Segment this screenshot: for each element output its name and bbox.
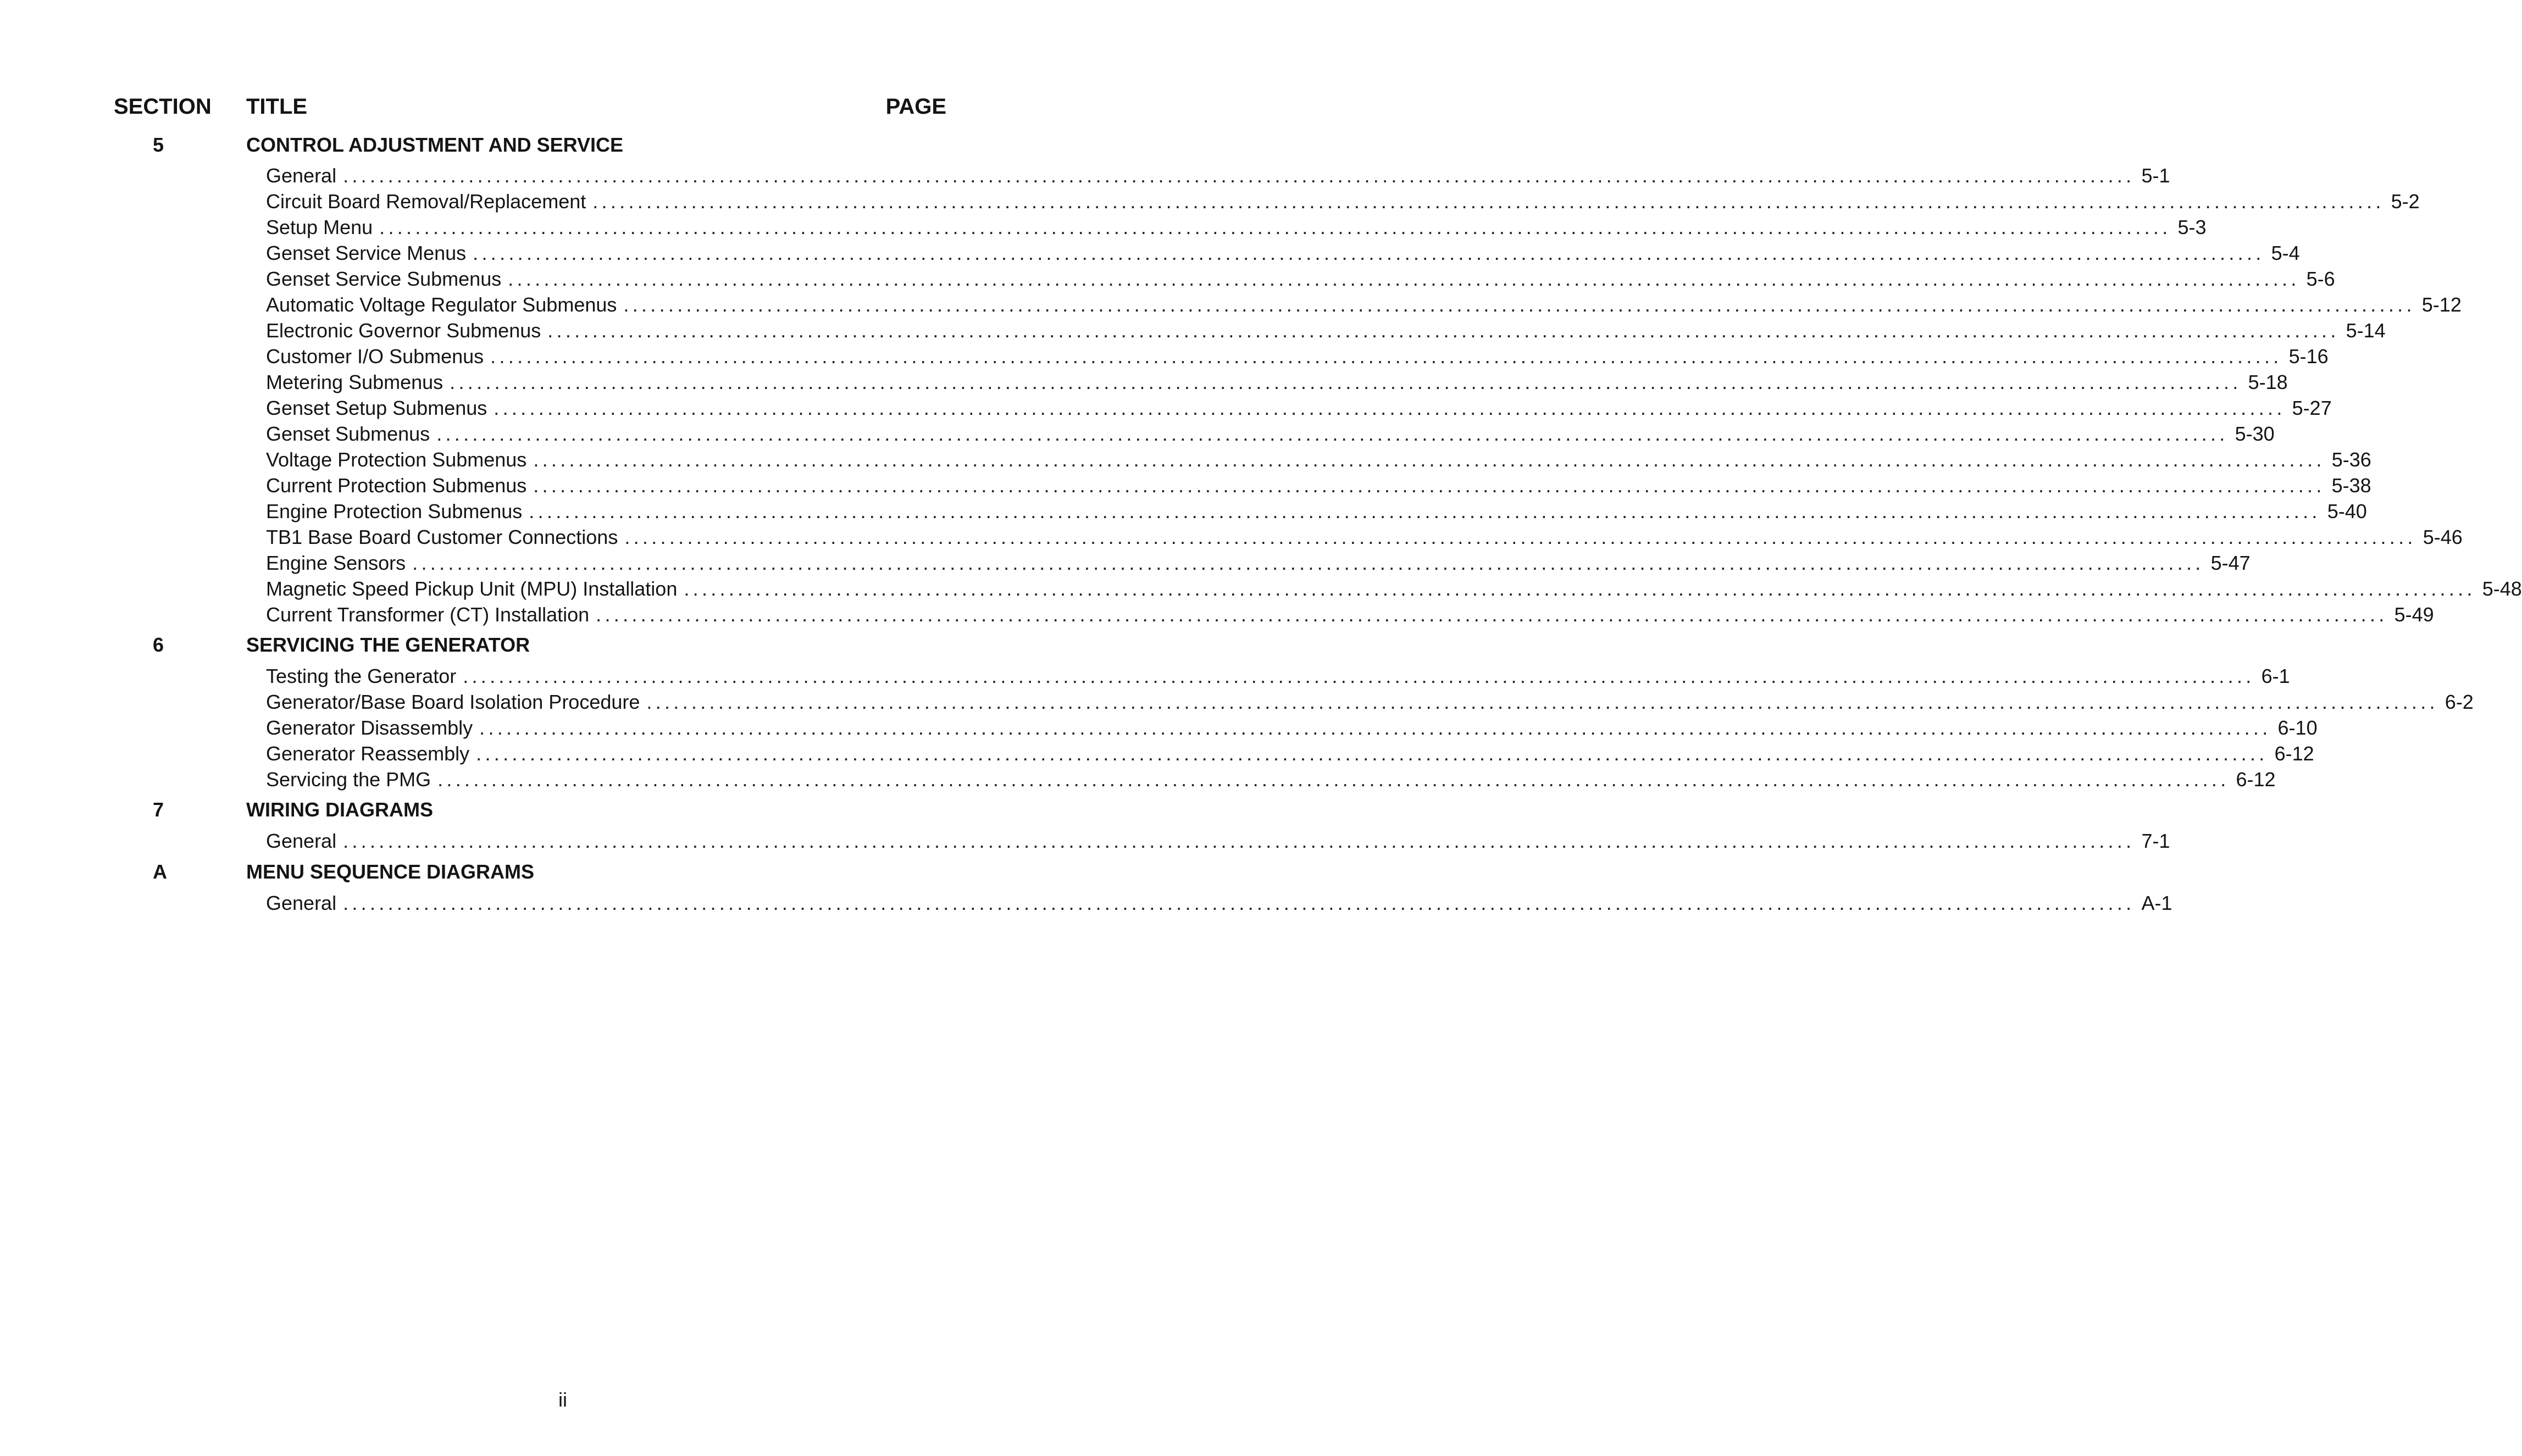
toc-entry-title: Genset Setup Submenus bbox=[266, 397, 487, 419]
dot-leader: ........................................................................................................................................................................................................ bbox=[479, 716, 2271, 739]
toc-entry[interactable] bbox=[266, 602, 2434, 627]
toc-entry[interactable] bbox=[266, 188, 2420, 214]
toc-entry[interactable] bbox=[266, 766, 2276, 792]
dot-leader: ........................................................................................................................................................................................................ bbox=[533, 448, 2325, 471]
dot-leader: ........................................................................................................................................................................................................ bbox=[623, 293, 2415, 316]
dot-leader: ........................................................................................................................................................................................................ bbox=[592, 190, 2385, 213]
toc-entry-title: Generator Reassembly bbox=[266, 742, 470, 765]
toc-entry[interactable] bbox=[266, 689, 2474, 715]
toc-entry-page: 5-30 bbox=[2235, 423, 2275, 445]
toc-entry-title: TB1 Base Board Customer Connections bbox=[266, 526, 618, 548]
toc-entry-title: Automatic Voltage Regulator Submenus bbox=[266, 293, 617, 316]
dot-leader: ........................................................................................................................................................................................................ bbox=[343, 164, 2135, 187]
toc-entry-title: Magnetic Speed Pickup Unit (MPU) Installation bbox=[266, 577, 678, 600]
dot-leader: ........................................................................................................................................................................................................ bbox=[463, 665, 2255, 687]
header-title-label: TITLE bbox=[246, 95, 308, 119]
toc-entry-title: General bbox=[266, 892, 337, 914]
section-number: 7 bbox=[153, 798, 164, 821]
dot-leader: ........................................................................................................................................................................................................ bbox=[646, 691, 2438, 713]
header-page-label: PAGE bbox=[885, 95, 946, 119]
toc-entry-page: 5-36 bbox=[2331, 448, 2371, 471]
toc-entry[interactable] bbox=[266, 828, 2170, 854]
toc-entry-title: Testing the Generator bbox=[266, 665, 457, 687]
toc-entry[interactable] bbox=[266, 550, 2251, 576]
dot-leader: ........................................................................................................................................................................................................ bbox=[473, 242, 2265, 264]
toc-entry-page: 5-14 bbox=[2346, 319, 2386, 342]
toc-entry-page: 5-40 bbox=[2327, 500, 2367, 523]
toc-entry[interactable] bbox=[266, 292, 2462, 318]
toc-entry[interactable] bbox=[266, 214, 2207, 240]
toc-entry-page: 5-38 bbox=[2331, 474, 2371, 497]
dot-leader: ........................................................................................................................................................................................................ bbox=[547, 319, 2340, 342]
toc-entry-title: Genset Submenus bbox=[266, 423, 430, 445]
toc-entry-page: 5-49 bbox=[2394, 603, 2434, 626]
toc-entry-title: Generator/Base Board Isolation Procedure bbox=[266, 691, 640, 713]
toc-entry-title: Genset Service Submenus bbox=[266, 268, 502, 290]
toc-entry-title: Current Transformer (CT) Installation bbox=[266, 603, 590, 626]
toc-entry[interactable] bbox=[266, 395, 2332, 421]
toc-entry[interactable] bbox=[266, 473, 2371, 498]
toc-entry[interactable] bbox=[266, 266, 2335, 292]
toc-entry-page: 5-47 bbox=[2210, 552, 2251, 574]
toc-entry-title: Genset Service Menus bbox=[266, 242, 467, 264]
dot-leader: ........................................................................................................................................................................................................ bbox=[529, 500, 2321, 523]
dot-leader: ........................................................................................................................................................................................................ bbox=[508, 268, 2300, 290]
toc-entry-page: 6-12 bbox=[2274, 742, 2314, 765]
toc-entry-page: 5-18 bbox=[2248, 371, 2288, 393]
toc-entry-page: 6-2 bbox=[2445, 691, 2474, 713]
dot-leader: ........................................................................................................................................................................................................ bbox=[343, 892, 2135, 914]
dot-leader: ........................................................................................................................................................................................................ bbox=[412, 552, 2204, 574]
toc-entry[interactable] bbox=[266, 343, 2329, 369]
toc-entry-title: Customer I/O Submenus bbox=[266, 345, 484, 368]
dot-leader: ........................................................................................................................................................................................................ bbox=[437, 768, 2230, 791]
toc-entry-title: Engine Sensors bbox=[266, 552, 406, 574]
section-title: SERVICING THE GENERATOR bbox=[246, 633, 530, 656]
toc-entry-page: 6-10 bbox=[2277, 716, 2318, 739]
section-number: A bbox=[153, 860, 167, 883]
toc-entry[interactable] bbox=[266, 369, 2288, 395]
toc-entry-page: 5-16 bbox=[2288, 345, 2329, 368]
dot-leader: ........................................................................................................................................................................................................ bbox=[684, 577, 2476, 600]
toc-entry-page: 5-12 bbox=[2421, 293, 2462, 316]
dot-leader: ........................................................................................................................................................................................................ bbox=[596, 603, 2388, 626]
toc-entry[interactable] bbox=[266, 524, 2463, 550]
toc-entry-page: 5-4 bbox=[2271, 242, 2300, 264]
toc-entry-page: 5-6 bbox=[2306, 268, 2335, 290]
header-section-label: SECTION bbox=[114, 95, 212, 119]
toc-entry-page: 7-1 bbox=[2141, 830, 2170, 852]
toc-entry-title: Servicing the PMG bbox=[266, 768, 431, 791]
toc-entry-title: Circuit Board Removal/Replacement bbox=[266, 190, 586, 213]
toc-entry-page: 5-46 bbox=[2423, 526, 2463, 548]
toc-entry-title: Metering Submenus bbox=[266, 371, 444, 393]
toc-entry-title: Generator Disassembly bbox=[266, 716, 473, 739]
dot-leader: ........................................................................................................................................................................................................ bbox=[533, 474, 2325, 497]
section-number: 5 bbox=[153, 134, 164, 156]
toc-entry[interactable] bbox=[266, 163, 2170, 188]
dot-leader: ........................................................................................................................................................................................................ bbox=[624, 526, 2416, 548]
dot-leader: ........................................................................................................................................................................................................ bbox=[476, 742, 2268, 765]
dot-leader: ........................................................................................................................................................................................................ bbox=[450, 371, 2242, 393]
toc-entry-page: 5-27 bbox=[2292, 397, 2332, 419]
dot-leader: ........................................................................................................................................................................................................ bbox=[343, 830, 2135, 852]
toc-entry-title: Voltage Protection Submenus bbox=[266, 448, 527, 471]
toc-entry-page: 5-3 bbox=[2177, 216, 2207, 238]
toc-entry[interactable] bbox=[266, 318, 2386, 343]
toc-entry[interactable] bbox=[266, 663, 2290, 689]
section-title: MENU SEQUENCE DIAGRAMS bbox=[246, 860, 535, 883]
toc-entry[interactable] bbox=[266, 576, 2522, 602]
dot-leader: ........................................................................................................................................................................................................ bbox=[436, 423, 2229, 445]
toc-entry-title: General bbox=[266, 830, 337, 852]
toc-entry[interactable] bbox=[266, 890, 2172, 916]
toc-entry-title: Setup Menu bbox=[266, 216, 373, 238]
dot-leader: ........................................................................................................................................................................................................ bbox=[490, 345, 2282, 368]
toc-entry[interactable] bbox=[266, 498, 2367, 524]
toc-entry-page: 5-1 bbox=[2141, 164, 2170, 187]
toc-entry-page: 5-2 bbox=[2391, 190, 2420, 213]
toc-entry-page: 6-1 bbox=[2261, 665, 2290, 687]
toc-entry[interactable] bbox=[266, 741, 2314, 766]
toc-entry-page: 6-12 bbox=[2236, 768, 2276, 791]
toc-entry[interactable] bbox=[266, 240, 2300, 266]
section-number: 6 bbox=[153, 633, 164, 656]
toc-entry-page: 5-48 bbox=[2482, 577, 2522, 600]
dot-leader: ........................................................................................................................................................................................................ bbox=[494, 397, 2286, 419]
page-number: ii bbox=[558, 1388, 567, 1411]
toc-entry-title: Current Protection Submenus bbox=[266, 474, 527, 497]
toc-entry-page: A-1 bbox=[2141, 892, 2172, 914]
toc-entry[interactable] bbox=[266, 421, 2275, 447]
toc-entry-title: Engine Protection Submenus bbox=[266, 500, 523, 523]
toc-entry-title: Electronic Governor Submenus bbox=[266, 319, 541, 342]
section-title: WIRING DIAGRAMS bbox=[246, 798, 433, 821]
section-title: CONTROL ADJUSTMENT AND SERVICE bbox=[246, 134, 624, 156]
toc-entry[interactable] bbox=[266, 447, 2371, 473]
toc-entry[interactable] bbox=[266, 715, 2318, 741]
toc-entry-title: General bbox=[266, 164, 337, 187]
dot-leader: ........................................................................................................................................................................................................ bbox=[379, 216, 2171, 238]
